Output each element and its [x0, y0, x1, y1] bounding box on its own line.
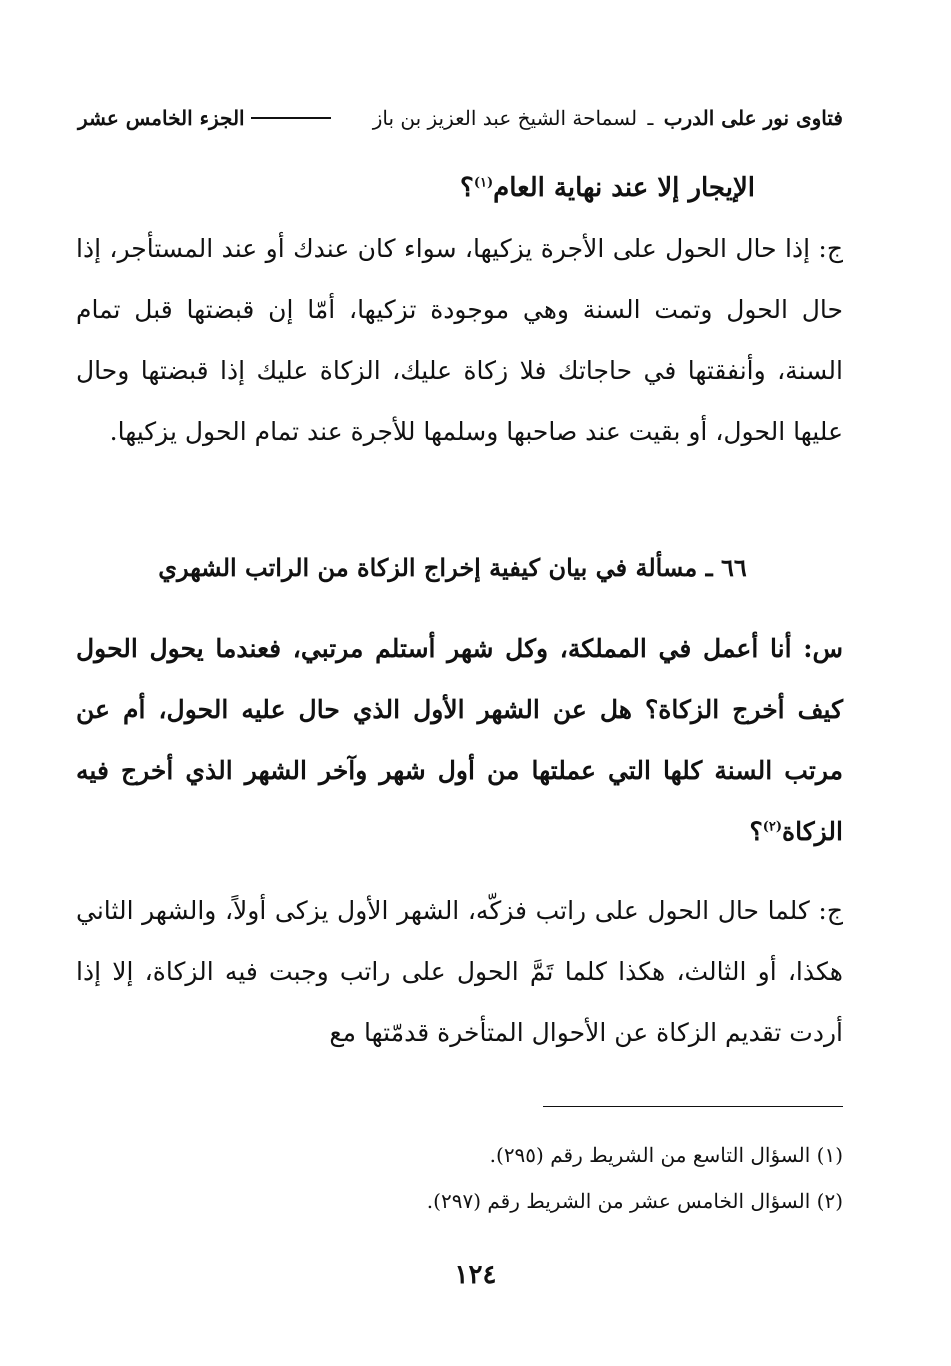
header-sheikh: لسماحة الشيخ عبد العزيز بن باز [372, 106, 638, 130]
header-title-group [373, 106, 843, 130]
header-book-title: فتاوى نور على الدرب [663, 106, 843, 130]
header-rule [251, 117, 331, 119]
footnotes [78, 1132, 843, 1224]
section-heading: ٦٦ ـ مسألة في بيان كيفية إخراج الزكاة من الراتب الشهري [158, 553, 747, 582]
footnote-1: (١) السؤال التاسع من الشريط رقم (٢٩٥). [489, 1143, 843, 1167]
question-ending-mark: ؟ [460, 173, 474, 203]
answer-paragraph-2: ج: كلما حال الحول على راتب فزكّه، الشهر الأول يزكى أولاً، والشهر الثاني هكذا، أو الثالث، هكذا كلما تَمَّ الحول على راتب وجبت فيه الزكاة، إلا إذا أردت تقديم الزكاة عن الأحوال المتأخرة قدمّتها مع [76, 896, 843, 1047]
footnote-ref-2: (٢) [762, 819, 783, 835]
question-text: س: أنا أعمل في المملكة، وكل شهر أستلم مرتبي، فعندما يحول الحول كيف أخرج الزكاة؟ هل عن الشهر الأول الذي حال عليه الحول، أم عن مرتب السنة كلها التي عملتها من أول شهر وآخر الشهر الذي أخرج فيه الزكاة [76, 634, 843, 846]
question-ending [76, 158, 755, 219]
header-separator: ـ [647, 106, 654, 130]
question-paragraph [76, 618, 843, 862]
header-part: الجزء الخامس عشر [78, 106, 245, 130]
answer-paragraph-1: ج: إذا حال الحول على الأجرة يزكيها، سواء كان عندك أو عند المستأجر، إذا حال الحول وتمت السنة وهي موجودة تزكيها، أمّا إن قبضتها قبل تمام السنة، وأنفقتها في حاجاتك فلا زكاة عليك، الزكاة عليك إذا قبضتها وحال عليها الحول، أو بقيت عند صاحبها وسلمها للأجرة عند تمام الحول يزكيها. [76, 234, 843, 446]
footnote-2: (٢) السؤال الخامس عشر من الشريط رقم (٢٩٧). [426, 1189, 843, 1213]
header-part-group [78, 106, 337, 130]
question-ending-text: الإيجار إلا عند نهاية العام [493, 173, 755, 203]
question-mark: ؟ [749, 817, 763, 846]
page-number: ١٢٤ [454, 1260, 497, 1290]
running-header [78, 98, 843, 138]
footnote-ref-1: (١) [473, 175, 494, 191]
footnote-divider [543, 1106, 843, 1107]
